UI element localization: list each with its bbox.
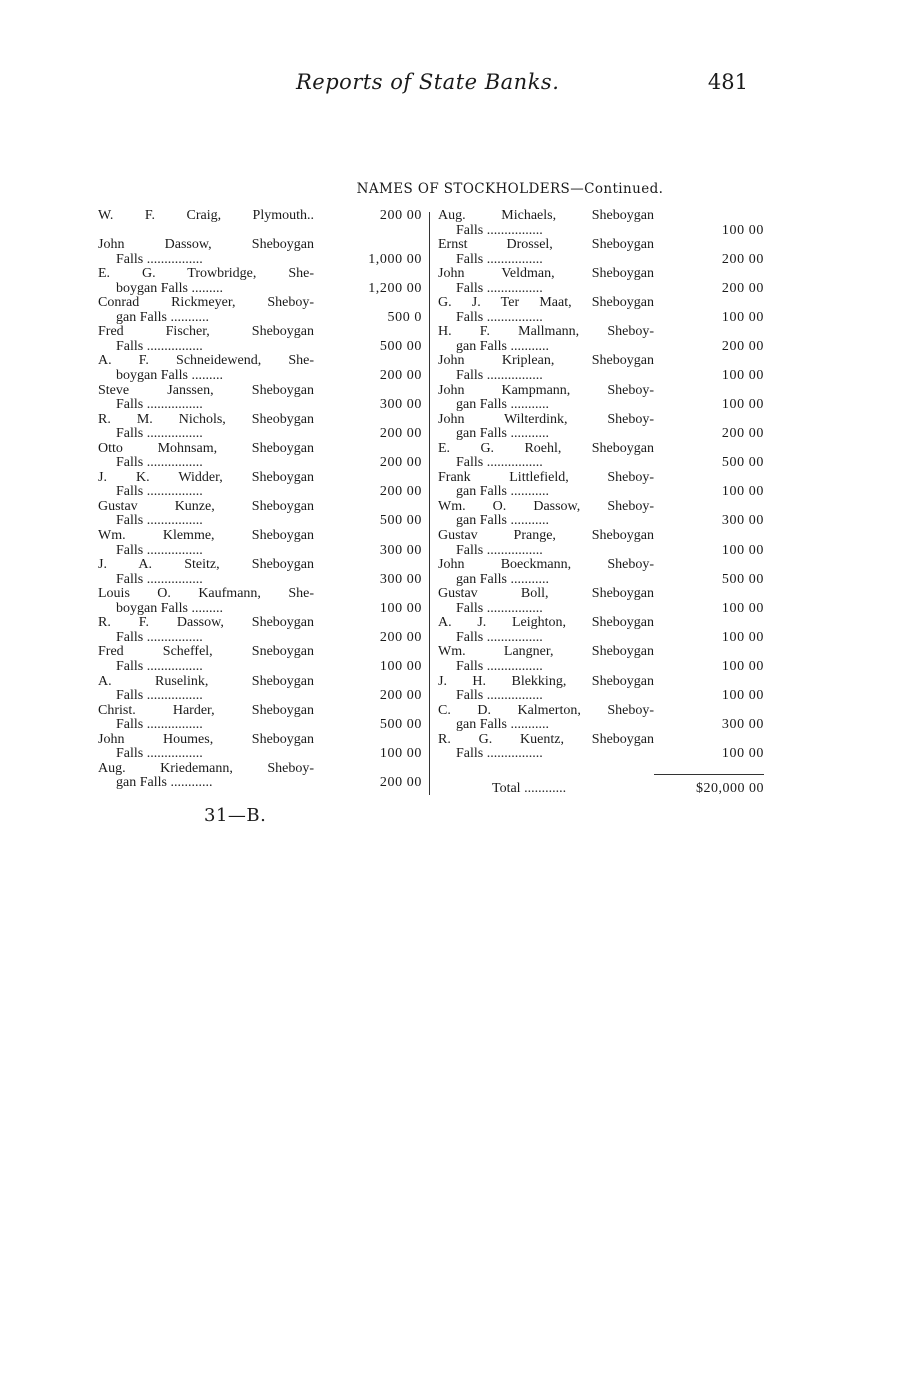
share-amount: 100 00	[721, 658, 764, 674]
stockholder-entry	[438, 324, 764, 353]
stockholder-entry	[438, 528, 764, 557]
stockholder-location: Falls ................	[116, 513, 203, 529]
stockholder-entry	[438, 557, 764, 586]
stockholder-name: W. F. Craig, Plymouth..	[98, 208, 314, 223]
share-amount: 500 00	[721, 455, 764, 471]
total-row	[492, 781, 764, 797]
stockholder-entry	[98, 353, 428, 382]
stockholder-entry	[98, 266, 428, 295]
stockholder-location: Falls ................	[116, 426, 203, 442]
stockholder-location: Falls ................	[456, 367, 543, 383]
stockholder-location: Falls ................	[116, 338, 203, 354]
share-amount: 200 00	[379, 426, 422, 442]
stockholder-location: Falls ................	[456, 629, 543, 645]
stockholder-name: E. G. Trowbridge, She-	[98, 266, 314, 282]
stockholder-location: gan Falls ...........	[116, 309, 209, 325]
stockholder-name: J. H. Blekking, Sheboygan	[438, 673, 654, 689]
stockholder-location: Falls ................	[116, 484, 203, 500]
stockholder-location: Falls ................	[456, 600, 543, 616]
stockholder-location: Falls ................	[116, 455, 203, 471]
share-amount: 300 00	[379, 542, 422, 558]
stockholder-entry	[98, 615, 428, 644]
stockholder-name: John Wilterdink, Sheboy-	[438, 411, 654, 427]
share-amount: 100 00	[721, 629, 764, 645]
stockholder-name: J. A. Steitz, Sheboygan	[98, 557, 314, 573]
stockholder-name: Fred Fischer, Sheboygan	[98, 324, 314, 340]
stockholder-entry	[438, 615, 764, 644]
stockholder-entry	[98, 703, 428, 732]
stockholder-entry	[98, 441, 428, 470]
stockholder-location: Falls ................	[456, 280, 543, 296]
stockholder-name: John Kriplean, Sheboygan	[438, 353, 654, 369]
stockholder-name: A. F. Schneidewend, She-	[98, 353, 314, 369]
stockholder-entry	[98, 528, 428, 557]
stockholder-location: Falls ................	[116, 571, 203, 587]
stockholder-entry	[98, 237, 428, 266]
stockholder-name: R. M. Nichols, Sheobygan	[98, 411, 314, 427]
stockholder-entry	[98, 586, 428, 615]
signature-mark: 31—B.	[204, 805, 267, 826]
stockholder-entry	[438, 237, 764, 266]
stockholder-name: Gustav Kunze, Sheboygan	[98, 498, 314, 514]
stockholder-name: Steve Janssen, Sheboygan	[98, 382, 314, 398]
stockholder-name: A. Ruselink, Sheboygan	[98, 673, 314, 689]
share-amount: 100 00	[721, 309, 764, 325]
share-amount: 300 00	[721, 513, 764, 529]
share-amount: 500 00	[379, 717, 422, 733]
share-amount: 200 00	[721, 280, 764, 296]
share-amount: 100 00	[379, 658, 422, 674]
stockholder-name: Christ. Harder, Sheboygan	[98, 702, 314, 718]
stockholder-name: R. F. Dassow, Sheboygan	[98, 615, 314, 631]
stockholder-entry	[98, 412, 428, 441]
stockholder-location: gan Falls ...........	[456, 484, 549, 500]
share-amount: 200 00	[379, 367, 422, 383]
stockholder-entry	[438, 732, 764, 761]
stockholder-entry	[438, 208, 764, 237]
stockholder-location: Falls ................	[116, 746, 203, 762]
stockholder-name: Ernst Drossel, Sheboygan	[438, 237, 654, 253]
stockholder-entry	[98, 295, 428, 324]
stockholder-location: gan Falls ...........	[456, 717, 549, 733]
share-amount: 100 00	[379, 600, 422, 616]
running-title: Reports of State Banks.	[296, 70, 560, 94]
share-amount: 200 00	[721, 338, 764, 354]
stockholder-name: Wm. O. Dassow, Sheboy-	[438, 498, 654, 514]
stockholder-location: boygan Falls .........	[116, 367, 223, 383]
stockholder-entry	[98, 732, 428, 761]
stockholder-location: boygan Falls .........	[116, 600, 223, 616]
stockholder-name: Wm. Langner, Sheboygan	[438, 644, 654, 660]
stockholder-entry	[438, 703, 764, 732]
stockholder-entry	[98, 383, 428, 412]
total-amount: $20,000 00	[696, 781, 764, 796]
stockholder-entry	[98, 208, 428, 237]
stockholder-location: Falls ................	[116, 658, 203, 674]
stockholder-location: Falls ................	[456, 251, 543, 267]
stockholder-name: E. G. Roehl, Sheboygan	[438, 440, 654, 456]
stockholder-entry	[438, 295, 764, 324]
share-amount: 200 00	[379, 688, 422, 703]
stockholder-location: Falls ................	[116, 688, 203, 703]
stockholder-name: Conrad Rickmeyer, Sheboy-	[98, 295, 314, 311]
stockholder-entry	[98, 674, 428, 703]
stockholder-entry	[98, 324, 428, 353]
stockholder-entry	[438, 383, 764, 412]
share-amount: 300 00	[379, 397, 422, 413]
stockholder-name: Aug. Kriedemann, Sheboy-	[98, 760, 314, 776]
stockholder-entry	[438, 499, 764, 528]
stockholder-location: Falls ................	[456, 309, 543, 325]
share-amount: 1,000 00	[368, 251, 422, 267]
stockholder-name: Fred Scheffel, Sneboygan	[98, 644, 314, 660]
stockholder-name: Aug. Michaels, Sheboygan	[438, 208, 654, 223]
stockholder-name: John Houmes, Sheboygan	[98, 731, 314, 747]
share-amount: 100 00	[721, 367, 764, 383]
stockholder-entry	[98, 470, 428, 499]
stockholder-entry	[438, 470, 764, 499]
stockholder-location: gan Falls ...........	[456, 426, 549, 442]
stockholder-location: Falls ................	[116, 717, 203, 733]
stockholder-location: Falls ................	[456, 746, 543, 762]
stockholder-entry	[98, 644, 428, 673]
stockholder-location: Falls ................	[116, 397, 203, 413]
stockholder-name: John Dassow, Sheboygan	[98, 237, 314, 253]
stockholder-name: G. J. Ter Maat, Sheboygan	[438, 295, 654, 311]
column-divider	[429, 212, 430, 795]
stockholder-location: Falls ................	[456, 222, 543, 238]
stockholders-left-column	[98, 208, 428, 790]
stockholder-location: gan Falls ...........	[456, 338, 549, 354]
share-amount: 300 00	[721, 717, 764, 733]
share-amount: 500 00	[379, 338, 422, 354]
share-amount: 1,200 00	[368, 280, 422, 296]
share-amount: 100 00	[721, 746, 764, 762]
share-amount: 100 00	[721, 600, 764, 616]
share-amount: 100 00	[721, 688, 764, 703]
stockholder-name: John Boeckmann, Sheboy-	[438, 557, 654, 573]
stockholder-name: Gustav Boll, Sheboygan	[438, 586, 654, 602]
share-amount: 500 0	[387, 309, 422, 325]
total-label: Total ............	[492, 781, 567, 796]
stockholders-right-column	[438, 208, 764, 761]
stockholder-location: Falls ................	[456, 658, 543, 674]
stockholder-name: C. D. Kalmerton, Sheboy-	[438, 702, 654, 718]
page-header	[96, 70, 752, 104]
stockholder-location: gan Falls ...........	[456, 397, 549, 413]
stockholder-location: boygan Falls .........	[116, 280, 223, 296]
stockholder-entry	[438, 353, 764, 382]
stockholder-location: Falls ................	[116, 542, 203, 558]
stockholder-location: gan Falls ............	[116, 775, 213, 791]
stockholder-name: Gustav Prange, Sheboygan	[438, 528, 654, 544]
page-number: 481	[707, 70, 748, 94]
stockholder-location: gan Falls ...........	[456, 571, 549, 587]
stockholder-location: Falls ................	[456, 542, 543, 558]
share-amount: 100 00	[721, 542, 764, 558]
stockholder-name: H. F. Mallmann, Sheboy-	[438, 324, 654, 340]
stockholder-entry	[438, 266, 764, 295]
stockholder-name: John Kampmann, Sheboy-	[438, 382, 654, 398]
share-amount: 100 00	[379, 746, 422, 762]
share-amount: 100 00	[721, 484, 764, 500]
share-amount: 200 00	[379, 484, 422, 500]
stockholder-entry	[98, 499, 428, 528]
stockholder-location: Falls ................	[456, 688, 543, 703]
share-amount: 200 00	[379, 455, 422, 471]
stockholder-entry	[438, 644, 764, 673]
share-amount: 200 00	[379, 208, 422, 223]
stockholder-name: J. K. Widder, Sheboygan	[98, 469, 314, 485]
share-amount: 500 00	[721, 571, 764, 587]
stockholder-entry	[438, 586, 764, 615]
stockholder-name: A. J. Leighton, Sheboygan	[438, 615, 654, 631]
stockholder-name: Otto Mohnsam, Sheboygan	[98, 440, 314, 456]
stockholder-entry	[438, 412, 764, 441]
share-amount: 200 00	[379, 629, 422, 645]
section-title: NAMES OF STOCKHOLDERS—Continued.	[356, 181, 664, 197]
stockholder-location: Falls ................	[116, 251, 203, 267]
share-amount: 100 00	[721, 397, 764, 413]
stockholder-name: Frank Littlefield, Sheboy-	[438, 469, 654, 485]
stockholder-entry	[98, 761, 428, 790]
share-amount: 100 00	[721, 222, 764, 238]
stockholder-name: Louis O. Kaufmann, She-	[98, 586, 314, 602]
stockholder-entry	[438, 441, 764, 470]
stockholder-location: gan Falls ...........	[456, 513, 549, 529]
stockholder-location: Falls ................	[116, 629, 203, 645]
stockholder-location: Falls ................	[456, 455, 543, 471]
total-rule	[654, 774, 764, 775]
stockholder-name: John Veldman, Sheboygan	[438, 266, 654, 282]
share-amount: 300 00	[379, 571, 422, 587]
share-amount: 500 00	[379, 513, 422, 529]
stockholder-entry	[98, 557, 428, 586]
share-amount: 200 00	[721, 251, 764, 267]
stockholder-name: Wm. Klemme, Sheboygan	[98, 528, 314, 544]
stockholder-name: R. G. Kuentz, Sheboygan	[438, 731, 654, 747]
stockholder-entry	[438, 674, 764, 703]
share-amount: 200 00	[379, 775, 422, 791]
share-amount: 200 00	[721, 426, 764, 442]
